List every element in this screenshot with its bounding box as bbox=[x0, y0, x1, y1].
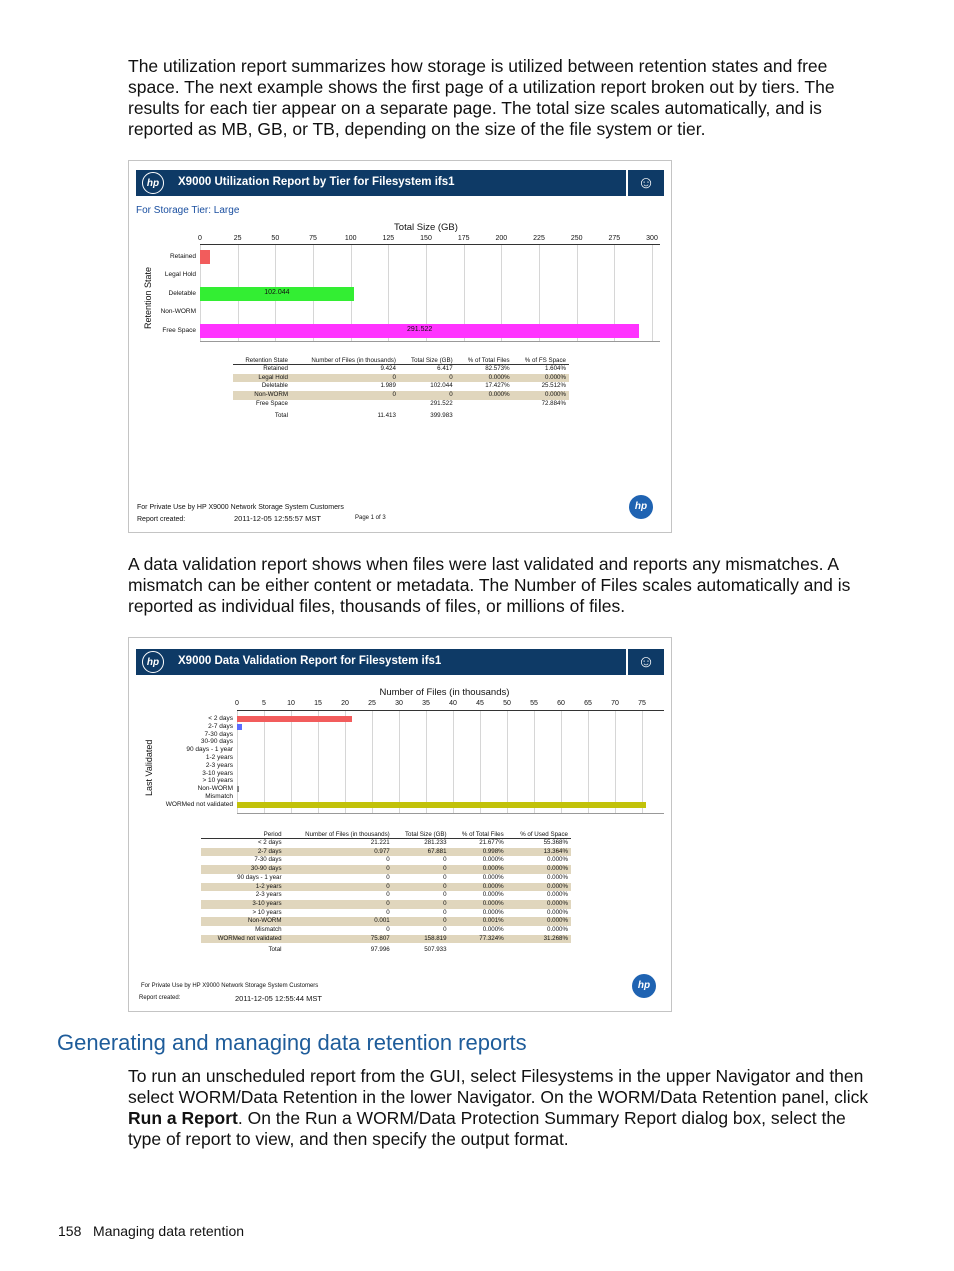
table-row bbox=[201, 848, 571, 857]
x-tick-label: 200 bbox=[495, 235, 508, 242]
table-cell: 1.989 bbox=[380, 382, 396, 390]
table-cell bbox=[507, 943, 571, 955]
table-row bbox=[201, 900, 571, 909]
x-tick-label: 75 bbox=[638, 700, 646, 707]
table-cell: 0.001% bbox=[450, 917, 507, 926]
table-cell: 0 bbox=[393, 865, 450, 874]
table-cell: 0.000% bbox=[507, 900, 571, 909]
x-tick-label: 100 bbox=[344, 235, 357, 242]
gridline bbox=[652, 244, 653, 341]
x-tick-label: 25 bbox=[233, 235, 242, 242]
table-cell: 2-3 years bbox=[255, 891, 282, 899]
column-header: % of FS Space bbox=[513, 348, 569, 365]
table-total-row bbox=[233, 409, 569, 421]
report-created-value: 2011-12-05 12:55:57 MST bbox=[234, 514, 322, 523]
gridline bbox=[534, 710, 535, 813]
table-cell: 291.522 bbox=[430, 399, 453, 407]
bar-data-label: 102.044 bbox=[264, 288, 290, 296]
table-cell: 9.424 bbox=[380, 365, 396, 372]
table-cell: 0.000% bbox=[482, 891, 504, 899]
table-cell: 0 bbox=[443, 891, 447, 899]
table-cell: 507.933 bbox=[424, 946, 447, 954]
category-label: 2-7 days bbox=[208, 722, 233, 730]
table-row bbox=[233, 382, 569, 391]
table-cell: 0 bbox=[386, 908, 390, 916]
hp-logo-icon: hp bbox=[142, 172, 164, 194]
category-label: Retained bbox=[169, 253, 196, 260]
table-row bbox=[201, 874, 571, 883]
table-cell: 6.417 bbox=[437, 365, 453, 372]
table-cell bbox=[291, 400, 399, 409]
table-cell: 0 bbox=[399, 374, 456, 383]
gridline bbox=[588, 710, 589, 813]
table-cell bbox=[456, 409, 513, 421]
table-cell: 399.983 bbox=[430, 411, 453, 419]
table-cell: 0 bbox=[386, 891, 390, 899]
run-a-report-bold: Run a Report bbox=[128, 1108, 238, 1128]
table-cell: 17.427% bbox=[485, 382, 510, 390]
table-cell: 21.221 bbox=[370, 839, 390, 846]
column-header: Retention State bbox=[233, 348, 291, 365]
gridline bbox=[426, 710, 427, 813]
table-cell: 0.000% bbox=[482, 856, 504, 864]
column-header: % of Total Files bbox=[456, 348, 513, 365]
page-indicator: Page 1 of 3 bbox=[355, 515, 386, 521]
y-axis-title: Last Validated bbox=[144, 739, 154, 796]
table-cell: 0 bbox=[399, 391, 456, 400]
x-axis-title: Number of Files (in thousands) bbox=[379, 687, 510, 698]
x-tick-label: 300 bbox=[646, 235, 658, 242]
table-row bbox=[201, 926, 571, 935]
gridline bbox=[453, 710, 454, 813]
table-cell: Mismatch bbox=[255, 926, 282, 934]
y-axis-title: Retention State bbox=[143, 266, 153, 329]
run-report-text: To run an unscheduled report from the GUI, select Filesystems in the upper Navigator and then select WORM/Data Retention in the lower Navigator. On the WORM/Data Retention panel, click bbox=[128, 1066, 869, 1107]
storage-tier-subtitle: For Storage Tier: Large bbox=[136, 205, 240, 216]
table-cell: 1.604% bbox=[545, 365, 566, 372]
table-cell bbox=[513, 409, 569, 421]
table-cell: 0.001 bbox=[285, 917, 393, 926]
category-label: 90 days - 1 year bbox=[186, 746, 233, 754]
table-cell: 0 bbox=[443, 856, 447, 864]
category-label: WORMed not validated bbox=[165, 800, 233, 808]
table-row bbox=[233, 365, 569, 374]
x-tick-label: 175 bbox=[457, 235, 470, 242]
x-tick-label: 0 bbox=[198, 235, 202, 242]
x-axis-line bbox=[237, 710, 664, 711]
table-cell: 0 bbox=[386, 926, 390, 934]
x-tick-label: 65 bbox=[584, 700, 592, 707]
x-tick-label: 20 bbox=[341, 700, 349, 707]
report-footer-line: For Private Use by HP X9000 Network Storage System Customers bbox=[141, 983, 319, 989]
data-table bbox=[201, 822, 571, 955]
gridline bbox=[318, 710, 319, 813]
table-cell: < 2 days bbox=[257, 839, 282, 846]
table-row bbox=[201, 839, 571, 848]
validation-report-figure bbox=[128, 637, 672, 1012]
table-cell: 0 bbox=[291, 374, 399, 383]
bar bbox=[237, 716, 352, 722]
table-row bbox=[201, 883, 571, 892]
table-cell: 21.677% bbox=[479, 839, 504, 846]
run-report-paragraph bbox=[128, 1066, 872, 1150]
category-label: 3-10 years bbox=[202, 769, 233, 777]
gridline bbox=[615, 710, 616, 813]
x-tick-label: 25 bbox=[368, 700, 376, 707]
report-footer-line: For Private Use by HP X9000 Network Storage System Customers bbox=[137, 504, 344, 511]
report-created-label: Report created: bbox=[139, 995, 181, 1001]
x-axis-title: Total Size (GB) bbox=[394, 222, 458, 233]
table-cell: Free Space bbox=[255, 399, 288, 407]
table-cell: 0.000% bbox=[547, 891, 568, 899]
table-cell: 0 bbox=[285, 900, 393, 909]
x-tick-label: 15 bbox=[314, 700, 322, 707]
table-cell: 0 bbox=[443, 908, 447, 916]
table-cell: 0 bbox=[443, 873, 447, 881]
category-label: Deletable bbox=[168, 289, 196, 297]
table-cell: 30-90 days bbox=[201, 865, 285, 874]
category-label: Free Space bbox=[162, 326, 196, 334]
x-tick-label: 125 bbox=[382, 235, 395, 242]
category-label: 7-30 days bbox=[204, 730, 233, 738]
table-cell: 0 bbox=[291, 391, 399, 400]
table-cell: 2-7 days bbox=[201, 848, 285, 857]
column-header: Period bbox=[201, 822, 285, 839]
category-label: 30-90 days bbox=[200, 738, 233, 746]
x-tick-label: 50 bbox=[271, 235, 280, 242]
table-cell: 0 bbox=[393, 917, 450, 926]
baseline bbox=[237, 813, 664, 814]
bar bbox=[237, 802, 646, 808]
table-cell: 0.000% bbox=[547, 908, 568, 916]
table-cell: 0 bbox=[443, 926, 447, 934]
report-banner bbox=[136, 170, 664, 196]
x-tick-label: 225 bbox=[533, 235, 545, 242]
table-cell: 0 bbox=[386, 873, 390, 881]
head-silhouette-icon: ☺ bbox=[626, 170, 664, 196]
table-cell: 0.000% bbox=[456, 374, 513, 383]
table-cell: 0.000% bbox=[513, 391, 569, 400]
table-cell: 0.000% bbox=[482, 908, 504, 916]
table-row bbox=[201, 865, 571, 874]
column-header: % of Used Space bbox=[507, 822, 571, 839]
table-cell bbox=[450, 943, 507, 955]
footer-section: Managing data retention bbox=[93, 1223, 245, 1239]
data-table bbox=[233, 348, 569, 420]
table-cell: Non-WORM bbox=[201, 917, 285, 926]
x-tick-label: 40 bbox=[449, 700, 457, 707]
gridline bbox=[480, 710, 481, 813]
table-cell: 281.233 bbox=[424, 839, 447, 846]
table-row bbox=[201, 917, 571, 926]
table-header-row bbox=[233, 348, 569, 365]
category-label: Mismatch bbox=[205, 793, 233, 800]
gridline bbox=[561, 710, 562, 813]
table-cell: 0.000% bbox=[507, 865, 571, 874]
table-cell: 82.573% bbox=[485, 365, 510, 372]
table-cell: 0.998% bbox=[450, 848, 507, 857]
run-report-text-end: . On the Run a WORM/Data Protection Summary Report dialog box, select the type of report to view, and then specify the output format. bbox=[128, 1108, 846, 1149]
validation-paragraph: A data validation report shows when files were last validated and reports any mismatches. A mismatch can be either content or metadata. The Number of Files scales automatically and is reported as individual files, thousands of files, or millions of files. bbox=[128, 554, 851, 616]
table-cell: 77.324% bbox=[450, 935, 507, 944]
x-tick-label: 10 bbox=[287, 700, 295, 707]
table-row bbox=[201, 935, 571, 944]
table-cell: Retained bbox=[263, 365, 288, 372]
table-header-row bbox=[201, 822, 571, 839]
table-cell: 0 bbox=[285, 865, 393, 874]
table-cell: 72.884% bbox=[541, 399, 566, 407]
table-cell: 0 bbox=[393, 900, 450, 909]
table-total-row bbox=[201, 943, 571, 955]
table-cell: 0.000% bbox=[482, 926, 504, 934]
table-cell: WORMed not validated bbox=[201, 935, 285, 944]
column-header: Total Size (GB) bbox=[399, 348, 456, 365]
x-tick-label: 70 bbox=[611, 700, 619, 707]
gridline bbox=[642, 710, 643, 813]
category-label: 1-2 years bbox=[205, 754, 233, 761]
report-created-value: 2011-12-05 12:55:44 MST bbox=[235, 994, 323, 1003]
table-cell: 0.000% bbox=[507, 917, 571, 926]
column-header: Total Size (GB) bbox=[393, 822, 450, 839]
category-label: 2-3 years bbox=[205, 761, 233, 769]
x-tick-label: 0 bbox=[235, 700, 239, 707]
table-cell: 90 days - 1 year bbox=[237, 873, 282, 881]
table-cell: Legal Hold bbox=[233, 374, 291, 383]
table-cell: > 10 years bbox=[252, 908, 282, 916]
table-row bbox=[201, 856, 571, 865]
column-header: Number of Files (in thousands) bbox=[291, 348, 399, 365]
x-tick-label: 45 bbox=[476, 700, 484, 707]
table-cell: Non-WORM bbox=[233, 391, 291, 400]
table-cell: 31.268% bbox=[507, 935, 571, 944]
x-tick-label: 275 bbox=[608, 235, 621, 242]
section-heading: Generating and managing data retention reports bbox=[57, 1030, 527, 1055]
table-row bbox=[233, 400, 569, 409]
category-label: Legal Hold bbox=[164, 271, 196, 279]
report-title: X9000 Utilization Report by Tier for Filesystem ifs1 bbox=[178, 176, 455, 188]
table-cell: 0.000% bbox=[547, 926, 568, 934]
bar bbox=[237, 724, 242, 730]
category-label: < 2 days bbox=[208, 715, 233, 722]
table-row bbox=[233, 391, 569, 400]
table-cell: Deletable bbox=[261, 382, 288, 390]
category-label: > 10 years bbox=[202, 777, 233, 785]
utilization-report-figure bbox=[128, 160, 672, 533]
gridline bbox=[399, 710, 400, 813]
hp-logo-icon: hp bbox=[629, 495, 653, 519]
x-tick-label: 250 bbox=[570, 235, 583, 242]
bar bbox=[237, 786, 239, 792]
table-cell: 0 bbox=[393, 883, 450, 892]
table-row bbox=[201, 909, 571, 918]
x-tick-label: 30 bbox=[395, 700, 403, 707]
table-cell: 3-10 years bbox=[201, 900, 285, 909]
x-tick-label: 60 bbox=[557, 700, 565, 707]
table-cell: 25.512% bbox=[541, 382, 566, 390]
head-silhouette-icon: ☺ bbox=[626, 649, 664, 675]
report-title: X9000 Data Validation Report for Filesystem ifs1 bbox=[178, 655, 442, 667]
x-tick-label: 150 bbox=[420, 235, 432, 242]
x-tick-label: 55 bbox=[530, 700, 538, 707]
report-banner bbox=[136, 649, 664, 675]
category-label: Non-WORM bbox=[197, 785, 233, 793]
table-cell: 0.000% bbox=[482, 873, 504, 881]
table-cell: 0.000% bbox=[450, 865, 507, 874]
bar bbox=[200, 250, 210, 264]
table-row bbox=[233, 374, 569, 383]
table-cell: 0.000% bbox=[547, 873, 568, 881]
gridline bbox=[264, 710, 265, 813]
x-tick-label: 50 bbox=[503, 700, 511, 707]
bar-data-label: 291.522 bbox=[406, 325, 433, 333]
intro-paragraph: The utilization report summarizes how storage is utilized between retention states and free space. The next example shows the first page of a utilization report broken out by tiers. The results for each tier appear on a separate page. The total size scales automatically, and is reported as MB, GB, or TB, depending on the size of the file system or tier. bbox=[128, 56, 835, 139]
table-cell: 1-2 years bbox=[201, 883, 285, 892]
table-cell: 102.044 bbox=[430, 382, 453, 390]
table-cell bbox=[456, 400, 513, 409]
table-cell: 0.000% bbox=[513, 374, 569, 383]
gridline bbox=[345, 710, 346, 813]
table-cell: Total bbox=[274, 411, 288, 419]
table-cell: 97.996 bbox=[370, 946, 390, 954]
table-cell: 0.000% bbox=[450, 900, 507, 909]
table-cell: 0 bbox=[285, 883, 393, 892]
table-cell: 0.000% bbox=[507, 883, 571, 892]
x-tick-label: 5 bbox=[262, 700, 266, 707]
category-label: Non-WORM bbox=[160, 308, 196, 316]
table-cell: 0.000% bbox=[547, 856, 568, 864]
table-cell: 55.368% bbox=[543, 839, 568, 846]
baseline bbox=[200, 341, 660, 342]
table-cell: 0.977 bbox=[285, 848, 393, 857]
table-cell: Total bbox=[268, 946, 282, 954]
hp-logo-icon: hp bbox=[142, 651, 164, 673]
page-footer bbox=[58, 1223, 244, 1239]
table-cell: 13.364% bbox=[507, 848, 571, 857]
x-tick-label: 75 bbox=[309, 235, 317, 242]
table-cell: 75.807 bbox=[285, 935, 393, 944]
column-header: Number of Files (in thousands) bbox=[285, 822, 393, 839]
table-cell: 11.413 bbox=[377, 411, 396, 419]
table-cell: 0.000% bbox=[450, 883, 507, 892]
gridline bbox=[507, 710, 508, 813]
table-cell: 67.881 bbox=[393, 848, 450, 857]
table-cell: 7-30 days bbox=[254, 856, 282, 864]
table-row bbox=[201, 891, 571, 900]
column-header: % of Total Files bbox=[450, 822, 507, 839]
gridline bbox=[291, 710, 292, 813]
table-cell: 0.000% bbox=[456, 391, 513, 400]
hp-logo-icon: hp bbox=[632, 974, 656, 998]
x-tick-label: 35 bbox=[422, 700, 430, 707]
x-axis-line bbox=[200, 244, 660, 245]
page-number: 158 bbox=[58, 1223, 82, 1239]
table-cell: 158.819 bbox=[393, 935, 450, 944]
report-created-label: Report created: bbox=[137, 516, 186, 523]
table-cell: 0 bbox=[386, 856, 390, 864]
gridline bbox=[372, 710, 373, 813]
